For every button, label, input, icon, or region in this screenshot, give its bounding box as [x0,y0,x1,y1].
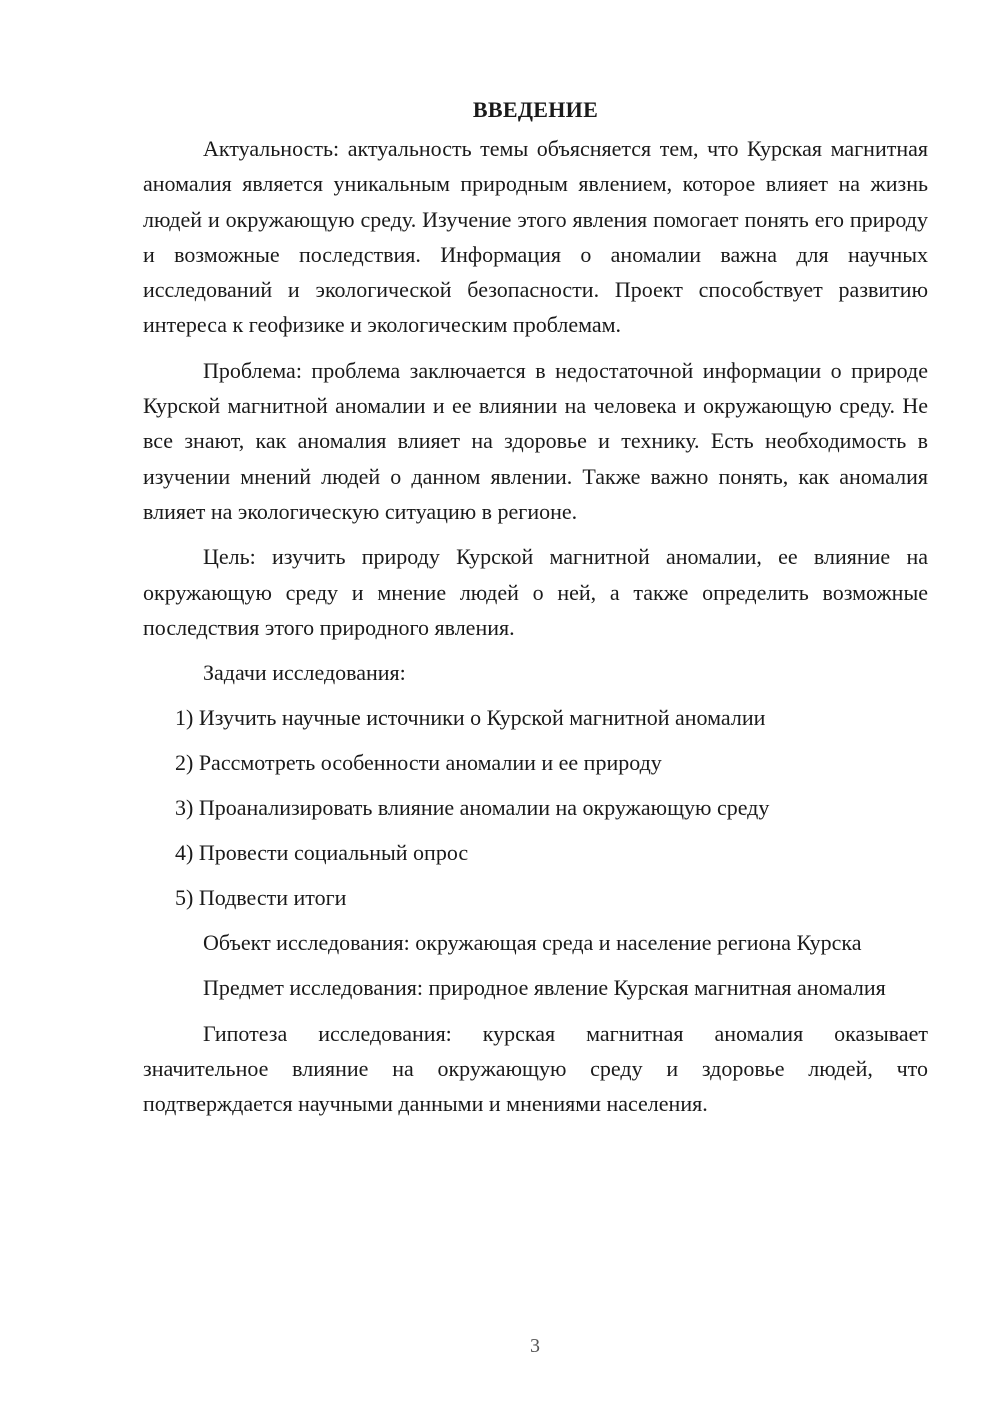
tasks-list [143,700,928,915]
list-item: 5) Подвести итоги [175,885,347,911]
page-title: ВВЕДЕНИЕ [472,97,599,122]
tasks-heading: Задачи исследования: [203,660,406,686]
list-item: 4) Провести социальный опрос [175,840,469,866]
object-paragraph: Объект исследования: окружающая среда и население региона Курска [203,930,862,956]
list-item: 2) Рассмотреть особенности аномалии и ее природу [175,750,662,776]
hypothesis-paragraph: Гипотеза исследования: курская магнитная аномалия оказывает значительное влияние на окружающую среду и здоровье людей, что подтверждается научными данными и мнениями населения. [143,1020,928,1117]
list-item: 3) Проанализировать влияние аномалии на окружающую среду [175,795,770,821]
problem-paragraph: Проблема: проблема заключается в недостаточной информации о природе Курской магнитной аномалии и ее влиянии на человека и окружающую среду. Не все знают, как аномалия влияет на здоровье и технику. Есть необходимость в изучении мнений людей о данном явлении. Также важно понять, как аномалия влияет на экологическую ситуацию в регионе. [143,357,928,524]
relevance-paragraph: Актуальность: актуальность темы объясняется тем, что Курская магнитная аномалия является уникальным природным явлением, которое влияет на жизнь людей и окружающую среду. Изучение этого явления помогает понять его природу и возможные последствия. Информация о аномалии важна для научных исследований и экологической безопасности. Проект способствует развитию интереса к геофизике и экологическим проблемам. [143,136,928,338]
goal-paragraph: Цель: изучить природу Курской магнитной аномалии, ее влияние на окружающую среду и мнение людей о ней, а также определить возможные последствия этого природного явления. [143,544,928,640]
subject-paragraph: Предмет исследования: природное явление Курская магнитная аномалия [203,975,886,1001]
document-page [143,92,928,1132]
page-number: 3 [530,1335,540,1357]
list-item: 1) Изучить научные источники о Курской магнитной аномалии [175,705,766,731]
